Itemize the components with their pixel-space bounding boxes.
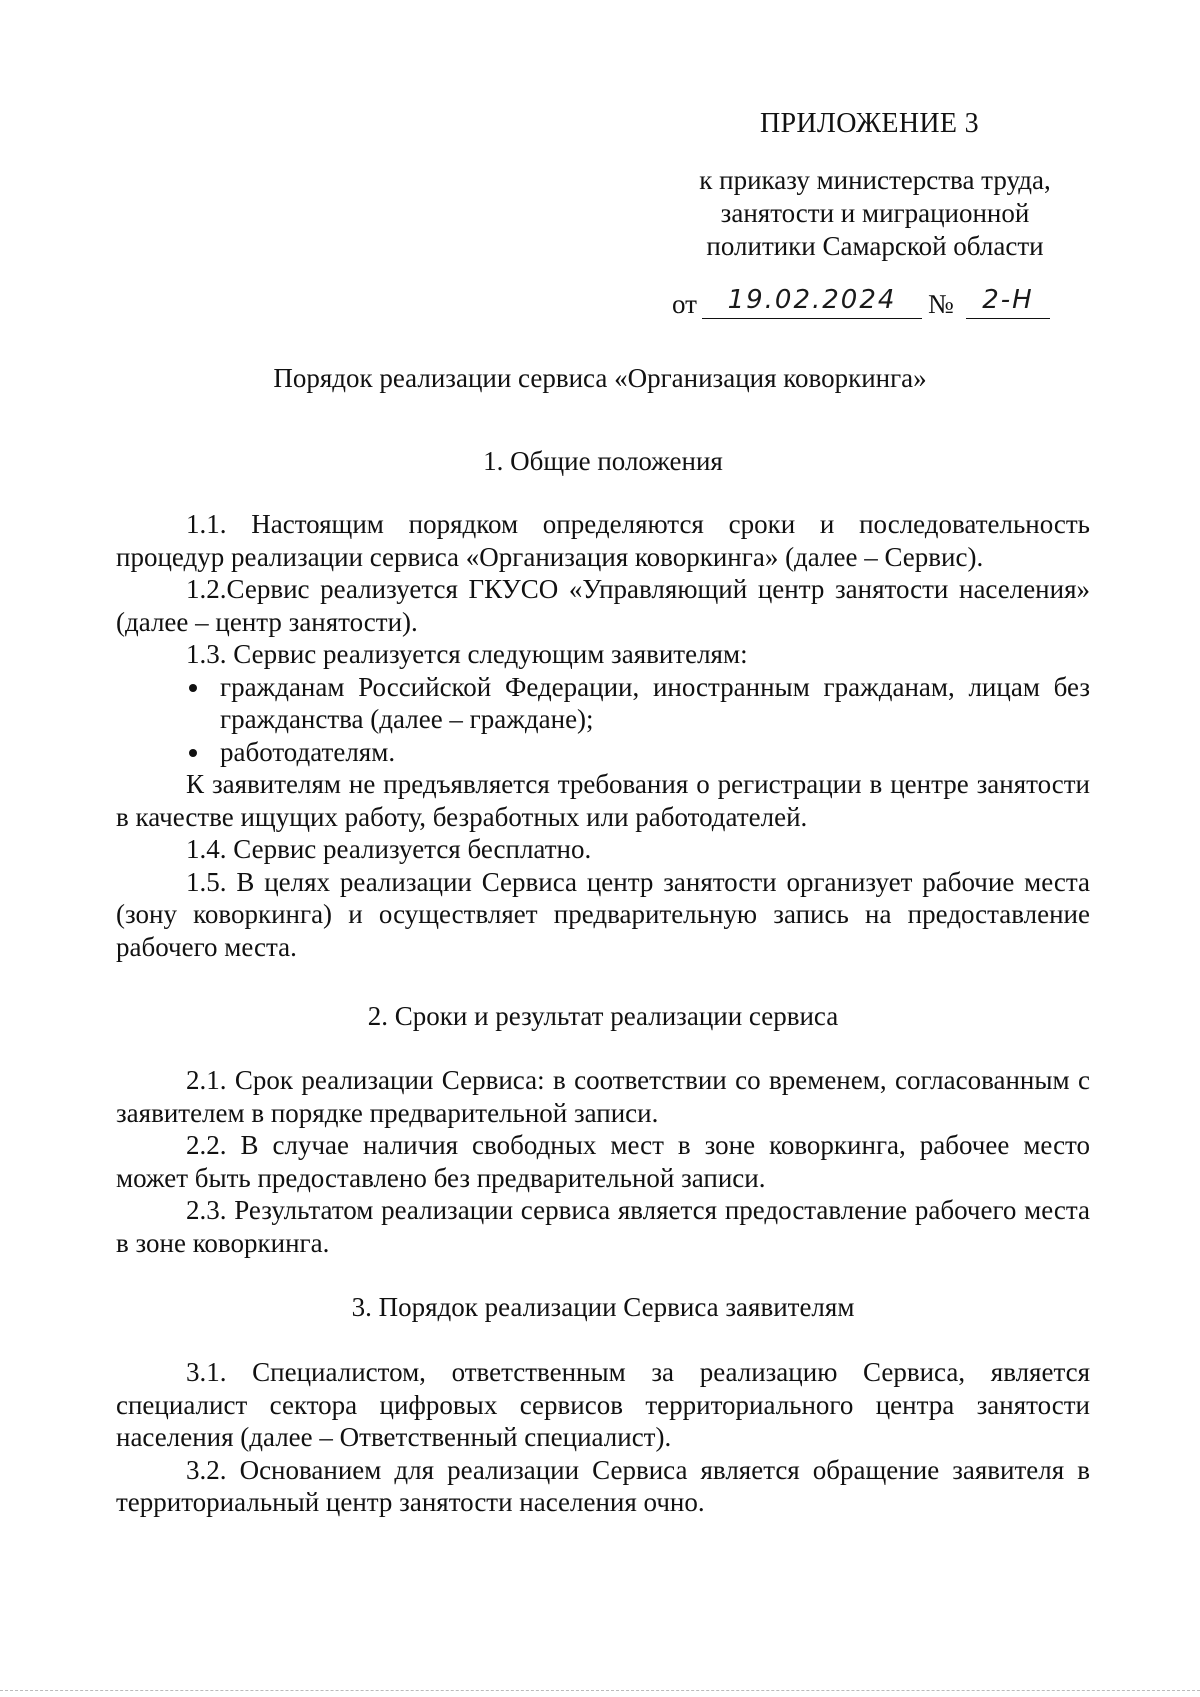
section-3-body bbox=[116, 1356, 1090, 1519]
section-1 bbox=[116, 445, 1090, 478]
paragraph-1-4: 1.4. Сервис реализуется бесплатно. bbox=[186, 834, 592, 864]
paragraph-1-1: 1.1. Настоящим порядком определяются сроки и последовательность процедур реализации сервиса «Организация коворкинга» (далее – Сервис). bbox=[116, 509, 1090, 572]
order-reference bbox=[672, 284, 1072, 324]
bullet-icon bbox=[189, 749, 197, 757]
paragraph-2-1: 2.1. Срок реализации Сервиса: в соответствии со временем, согласованным с заявителем в порядке предварительной записи. bbox=[116, 1065, 1090, 1128]
section-2 bbox=[116, 1000, 1090, 1033]
appendix-subtitle-line: политики Самарской области bbox=[706, 231, 1044, 261]
appendix-subtitle-line: занятости и миграционной bbox=[720, 198, 1030, 228]
section-2-body bbox=[116, 1064, 1090, 1259]
list-item: работодателям. bbox=[116, 736, 1090, 769]
handwritten-date: 19.02.2024 bbox=[702, 284, 922, 319]
bullet-icon bbox=[189, 684, 197, 692]
paragraph-note: К заявителям не предъявляется требования о регистрации в центре занятости в качестве ищущих работу, безработных или работодателей. bbox=[116, 769, 1090, 832]
date-prefix: от bbox=[672, 289, 697, 319]
paragraph-1-5: 1.5. В целях реализации Сервиса центр занятости организует рабочие места (зону коворкинга) и осуществляет предварительную запись на предоставление рабочего места. bbox=[116, 866, 1090, 962]
list-item: гражданам Российской Федерации, иностранным гражданам, лицам без гражданства (далее – граждане); bbox=[116, 671, 1090, 736]
paragraph-3-2: 3.2. Основанием для реализации Сервиса является обращение заявителя в территориальный центр занятости населения очно. bbox=[116, 1454, 1090, 1517]
applicants-list bbox=[116, 671, 1090, 769]
section-heading: 3. Порядок реализации Сервиса заявителям bbox=[351, 1292, 855, 1322]
paragraph-2-3: 2.3. Результатом реализации сервиса является предоставление рабочего места в зоне коворкинга. bbox=[116, 1195, 1090, 1258]
section-heading: 2. Сроки и результат реализации сервиса bbox=[367, 1001, 839, 1031]
handwritten-number: 2-Н bbox=[966, 284, 1050, 319]
document-title: Порядок реализации сервиса «Организация коворкинга» bbox=[273, 363, 927, 393]
section-heading: 1. Общие положения bbox=[483, 446, 723, 476]
appendix-title: ПРИЛОЖЕНИЕ 3 bbox=[760, 108, 979, 139]
appendix-subtitle bbox=[660, 164, 1090, 263]
paragraph-3-1: 3.1. Специалистом, ответственным за реализацию Сервиса, является специалист сектора цифровых сервисов территориального центра занятости населения (далее – Ответственный специалист). bbox=[116, 1357, 1090, 1452]
number-prefix: № bbox=[928, 289, 954, 319]
paragraph-1-3: 1.3. Сервис реализуется следующим заявителям: bbox=[186, 639, 748, 669]
paragraph-2-2: 2.2. В случае наличия свободных мест в зоне коворкинга, рабочее место может быть предоставлено без предварительной записи. bbox=[116, 1130, 1090, 1193]
scan-edge-divider bbox=[0, 1690, 1200, 1691]
paragraph-1-2: 1.2.Сервис реализуется ГКУСО «Управляющий центр занятости населения» (далее – центр занятости). bbox=[116, 574, 1090, 637]
section-1-body bbox=[116, 508, 1090, 963]
section-3 bbox=[116, 1291, 1090, 1324]
appendix-subtitle-line: к приказу министерства труда, bbox=[699, 165, 1051, 195]
